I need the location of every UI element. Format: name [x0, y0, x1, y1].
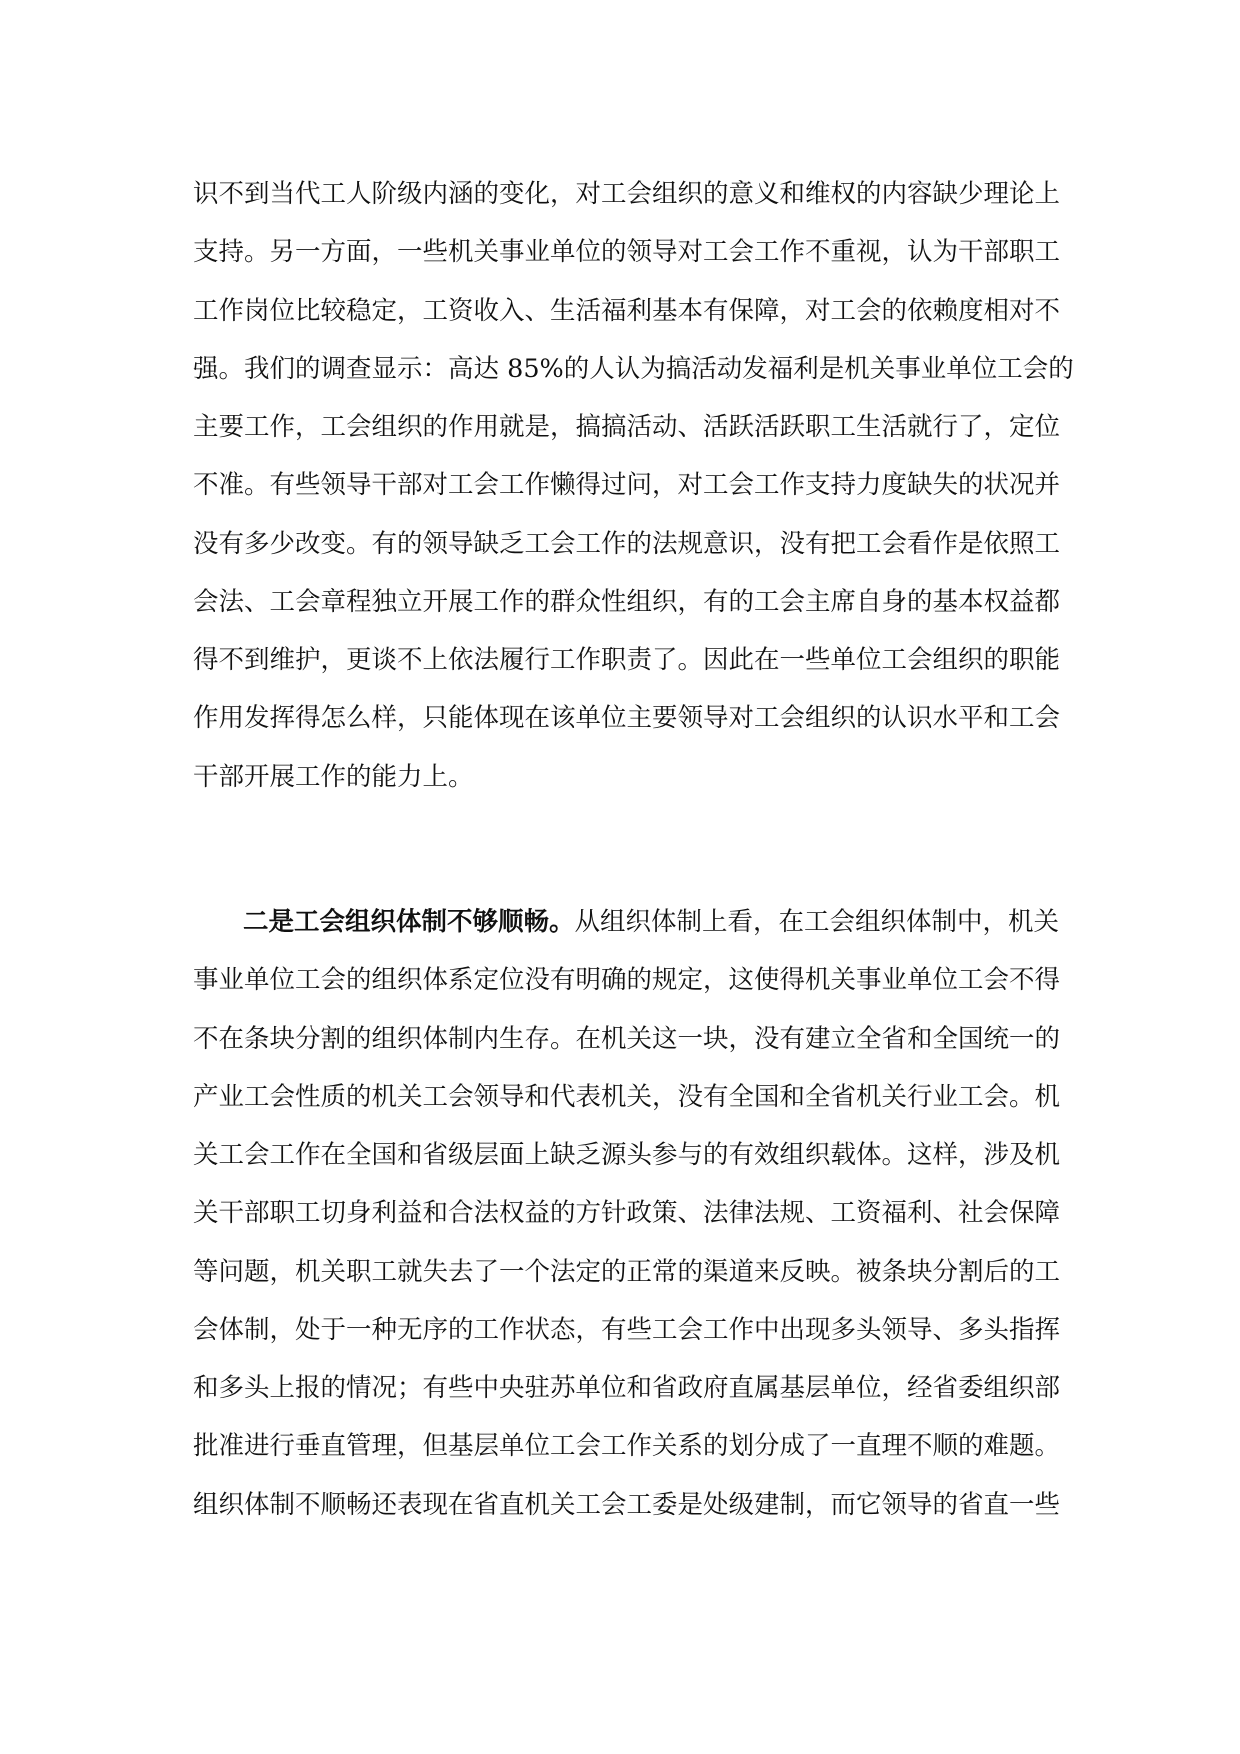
- text-line: 关工会工作在全国和省级层面上缺乏源头参与的有效组织载体。这样，涉及机: [193, 1140, 1061, 1170]
- text-line: 主要工作，工会组织的作用就是，搞搞活动、活跃活跃职工生活就行了，定位: [193, 412, 1061, 442]
- text-line-last: 干部开展工作的能力上。: [193, 761, 474, 792]
- text-line: 会法、工会章程独立开展工作的群众性组织，有的工会主席自身的基本权益都: [193, 586, 1061, 617]
- text-line: 不准。有些领导干部对工会工作懒得过问，对工会工作支持力度缺失的状况并: [193, 470, 1061, 501]
- paragraph-2-first-line: [193, 893, 1060, 951]
- text-line: 会体制，处于一种无序的工作状态，有些工会工作中出现多头领导、多头指挥: [193, 1314, 1061, 1345]
- text-line: 得不到维护，更谈不上依法履行工作职责了。因此在一些单位工会组织的职能: [193, 645, 1061, 675]
- text-line: 批准进行垂直管理，但基层单位工会工作关系的划分成了一直理不顺的难题。: [193, 1431, 1061, 1462]
- text-line: 等问题，机关职工就失去了一个法定的正常的渠道来反映。被条块分割后的工: [193, 1256, 1061, 1287]
- text-line: 事业单位工会的组织体系定位没有明确的规定，这使得机关事业单位工会不得: [193, 965, 1061, 996]
- text-line: 产业工会性质的机关工会领导和代表机关，没有全国和全省机关行业工会。机: [193, 1081, 1061, 1112]
- paragraph-2: [193, 893, 1061, 1534]
- text-line: 组织体制不顺畅还表现在省直机关工会工委是处级建制，而它领导的省直一些: [193, 1489, 1061, 1520]
- first-line-text: 从组织体制上看，在工会组织体制中，机关: [574, 907, 1060, 937]
- paragraph-heading-bold: 二是工会组织体制不够顺畅。: [243, 907, 575, 937]
- paragraph-1: [193, 165, 1074, 806]
- text-line: 强。我们的调查显示：高达 85%的人认为搞活动发福利是机关事业单位工会的: [193, 353, 1074, 384]
- text-line: 识不到当代工人阶级内涵的变化，对工会组织的意义和维权的内容缺少理论上: [193, 179, 1061, 209]
- text-line: 关干部职工切身利益和合法权益的方针政策、法律法规、工资福利、社会保障: [193, 1198, 1061, 1229]
- text-line: 作用发挥得怎么样，只能体现在该单位主要领导对工会组织的认识水平和工会: [193, 703, 1061, 734]
- text-line: 不在条块分割的组织体制内生存。在机关这一块，没有建立全省和全国统一的: [193, 1023, 1061, 1054]
- text-line: 没有多少改变。有的领导缺乏工会工作的法规意识，没有把工会看作是依照工: [193, 528, 1061, 559]
- text-line: 和多头上报的情况；有些中央驻苏单位和省政府直属基层单位，经省委组织部: [193, 1373, 1061, 1403]
- text-line: 支持。另一方面，一些机关事业单位的领导对工会工作不重视，认为干部职工: [193, 237, 1061, 268]
- text-line: 工作岗位比较稳定，工资收入、生活福利基本有保障，对工会的依赖度相对不: [193, 295, 1061, 326]
